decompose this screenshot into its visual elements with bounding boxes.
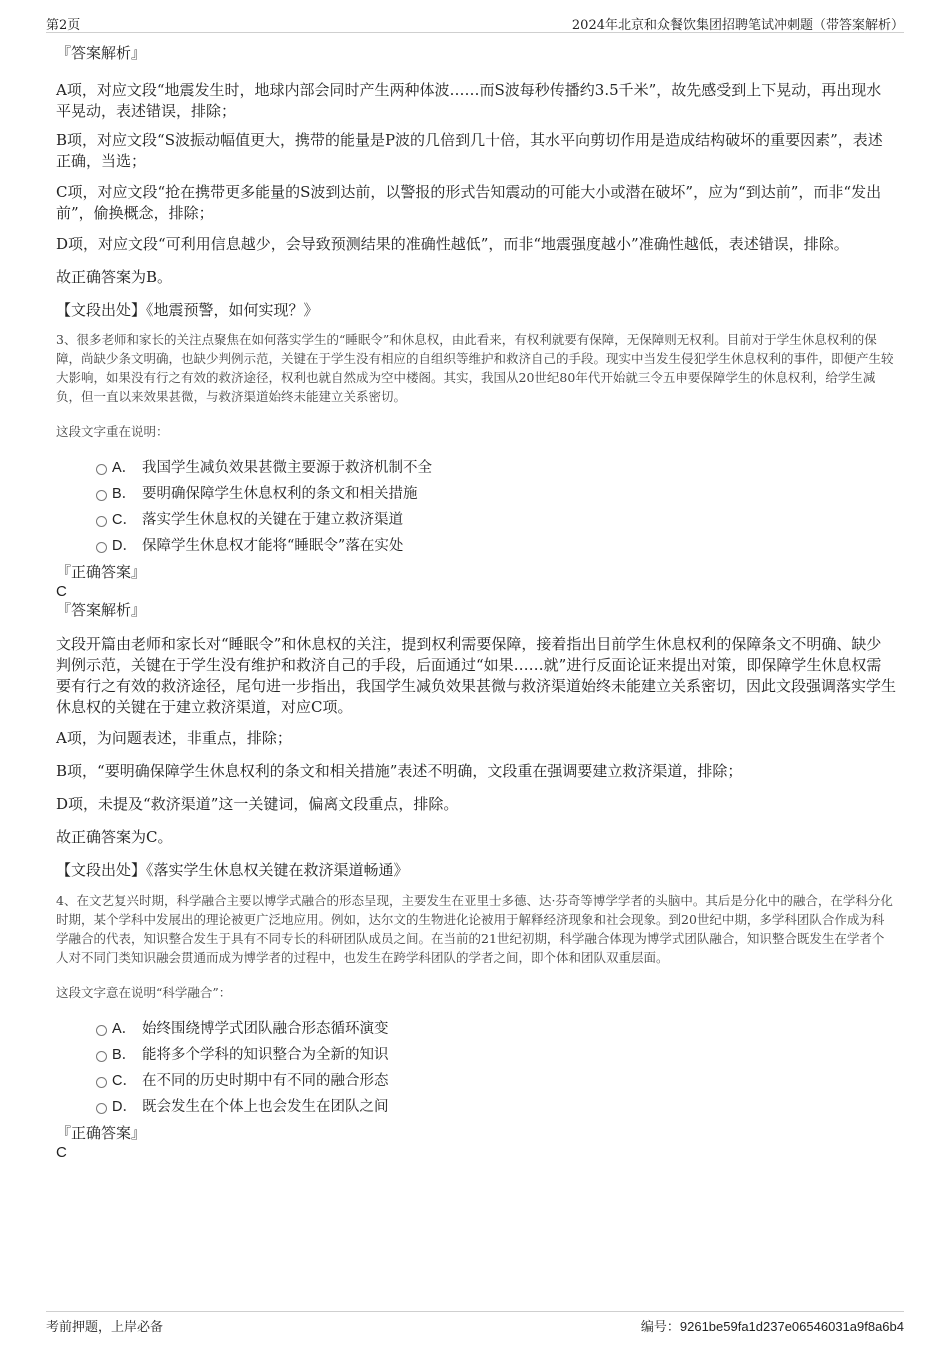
q2-analysis-tag: 『答案解析』 — [56, 44, 147, 62]
radio-button[interactable] — [96, 490, 107, 501]
option-text: 既会发生在个体上也会发生在团队之间 — [142, 1099, 389, 1115]
option-letter: A． — [112, 460, 137, 476]
q3-option-c[interactable] — [56, 507, 896, 533]
option-text: 保障学生休息权才能将“睡眠令”落在实处 — [142, 538, 404, 554]
option-letter: D． — [112, 538, 137, 554]
page-header — [46, 12, 904, 33]
q3-stem: 3、很多老师和家长的关注点聚焦在如何落实学生的“睡眠令”和休息权，由此看来，有权利就要有保障，无保障则无权利。目前对于学生休息权利的保障，尚缺少条文明确，也缺少判例示范，关键在于学生没有相应的自组织等维护和救济自己的手段。现实中当发生侵犯学生休息权利的事件，即便产生较大影响，如果没有行之有效的救济途径，权利也就自然成为空中楼阁。其实，我国从20世纪80年代开始就三令五申要保障学生的休息权利，给学生减负，但一直以来效果甚微，与救济渠道始终未能建立关系密切。 — [56, 332, 894, 404]
option-letter: C． — [112, 1073, 137, 1089]
document-title: 2024年北京和众餐饮集团招聘笔试冲刺题（带答案解析） — [571, 18, 904, 33]
code-value: 9261be59fa1d237e06546031a9f8a6b4 — [679, 1319, 904, 1334]
q3-conclusion: 故正确答案为C。 — [56, 828, 173, 846]
page-content — [56, 44, 896, 1162]
q3-prompt: 这段文字重在说明： — [56, 424, 169, 439]
q4-correct-answer: C — [56, 1144, 67, 1161]
q2-analysis-b: B项，对应文段“S波振动幅值更大，携带的能量是P波的几倍到几十倍，其水平向剪切作用是造成结构破坏的重要因素”，表述正确，当选； — [56, 131, 883, 170]
radio-button[interactable] — [96, 516, 107, 527]
q2-analysis-a: A项，对应文段“地震发生时，地球内部会同时产生两种体波……而S波每秒传播约3.5千米”，故先感受到上下晃动，再出现水平晃动，表述错误，排除； — [56, 81, 882, 120]
q3-option-d[interactable] — [56, 533, 896, 559]
option-text: 能将多个学科的知识整合为全新的知识 — [142, 1047, 389, 1063]
q3-option-b[interactable] — [56, 481, 896, 507]
radio-button[interactable] — [96, 542, 107, 553]
q4-correct-tag: 『正确答案』 — [56, 1124, 147, 1142]
radio-button[interactable] — [96, 1025, 107, 1036]
q3-correct-tag: 『正确答案』 — [56, 563, 147, 581]
option-letter: A． — [112, 1021, 137, 1037]
q2-analysis-d: D项，对应文段“可利用信息越少，会导致预测结果的准确性越低”，而非“地震强度越小”准确性越低，表述错误，排除。 — [56, 235, 849, 253]
q2-conclusion: 故正确答案为B。 — [56, 268, 173, 286]
q3-analysis-a: A项，为问题表述，非重点，排除； — [56, 729, 292, 747]
q3-options — [56, 455, 896, 559]
q4-option-a[interactable] — [56, 1016, 896, 1042]
option-letter: B． — [112, 486, 137, 502]
option-letter: C． — [112, 512, 137, 528]
document-code — [641, 1316, 904, 1335]
radio-button[interactable] — [96, 1051, 107, 1062]
radio-button[interactable] — [96, 464, 107, 475]
q4-options — [56, 1016, 896, 1120]
q3-analysis-tag: 『答案解析』 — [56, 601, 147, 619]
option-text: 要明确保障学生休息权利的条文和相关措施 — [142, 486, 418, 502]
q4-option-b[interactable] — [56, 1042, 896, 1068]
q3-analysis-d: D项，未提及“救济渠道”这一关键词，偏离文段重点，排除。 — [56, 795, 459, 813]
q4-prompt: 这段文字意在说明“科学融合”： — [56, 985, 232, 1000]
option-text: 落实学生休息权的关键在于建立救济渠道 — [142, 512, 403, 528]
q3-correct-answer: C — [56, 583, 67, 600]
code-label: 编号： — [640, 1320, 680, 1335]
q3-source: 【文段出处】《落实学生休息权关键在救济渠道畅通》 — [56, 861, 409, 879]
radio-button[interactable] — [96, 1103, 107, 1114]
radio-button[interactable] — [96, 1077, 107, 1088]
q2-analysis-c: C项，对应文段“抢在携带更多能量的S波到达前，以警报的形式告知震动的可能大小或潜在破坏”，应为“到达前”，而非“发出前”，偷换概念，排除； — [56, 183, 882, 222]
option-letter: D． — [112, 1099, 137, 1115]
page-footer — [46, 1311, 904, 1336]
q3-option-a[interactable] — [56, 455, 896, 481]
option-text: 我国学生减负效果甚微主要源于救济机制不全 — [142, 460, 432, 476]
page-number: 第2页 — [46, 18, 81, 33]
q3-analysis-main: 文段开篇由老师和家长对“睡眠令”和休息权的关注，提到权利需要保障，接着指出目前学生休息权利的保障条文不明确、缺少判例示范，关键在于学生没有维护和救济自己的手段，后面通过“如果……就”进行反面论证来提出对策，即保障学生休息权需要有行之有效的救济途径，尾句进一步指出，我国学生减负效果甚微与救济渠道始终未能建立关系密切，因此文段强调落实学生休息权的关键在于建立救济渠道，对应C项。 — [56, 635, 897, 716]
q4-option-d[interactable] — [56, 1094, 896, 1120]
footer-slogan: 考前押题，上岸必备 — [46, 1320, 164, 1335]
q4-stem: 4、在文艺复兴时期，科学融合主要以博学式融合的形态呈现，主要发生在亚里士多德、达·芬奇等博学学者的头脑中。其后是分化中的融合，在学科分化时期，某个学科中发展出的理论被更广泛地应用。例如，达尔文的生物进化论被用于解释经济现象和社会现象。到20世纪中期，多学科团队合作成为科学融合的代表，知识整合发生于具有不同专长的科研团队成员之间。在当前的21世纪初期，科学融合体现为博学式团队融合，知识整合既发生在学者个人对不同门类知识融会贯通而成为博学者的过程中，也发生在跨学科团队的学者之间，即个体和团队双重层面。 — [56, 893, 893, 965]
option-text: 在不同的历史时期中有不同的融合形态 — [142, 1073, 389, 1089]
option-letter: B． — [112, 1047, 137, 1063]
option-text: 始终围绕博学式团队融合形态循环演变 — [142, 1021, 389, 1037]
q2-source: 【文段出处】《地震预警，如何实现？》 — [56, 301, 319, 319]
q4-option-c[interactable] — [56, 1068, 896, 1094]
q3-analysis-b: B项，“要明确保障学生休息权利的条文和相关措施”表述不明确，文段重在强调要建立救济渠道，排除； — [56, 762, 743, 780]
